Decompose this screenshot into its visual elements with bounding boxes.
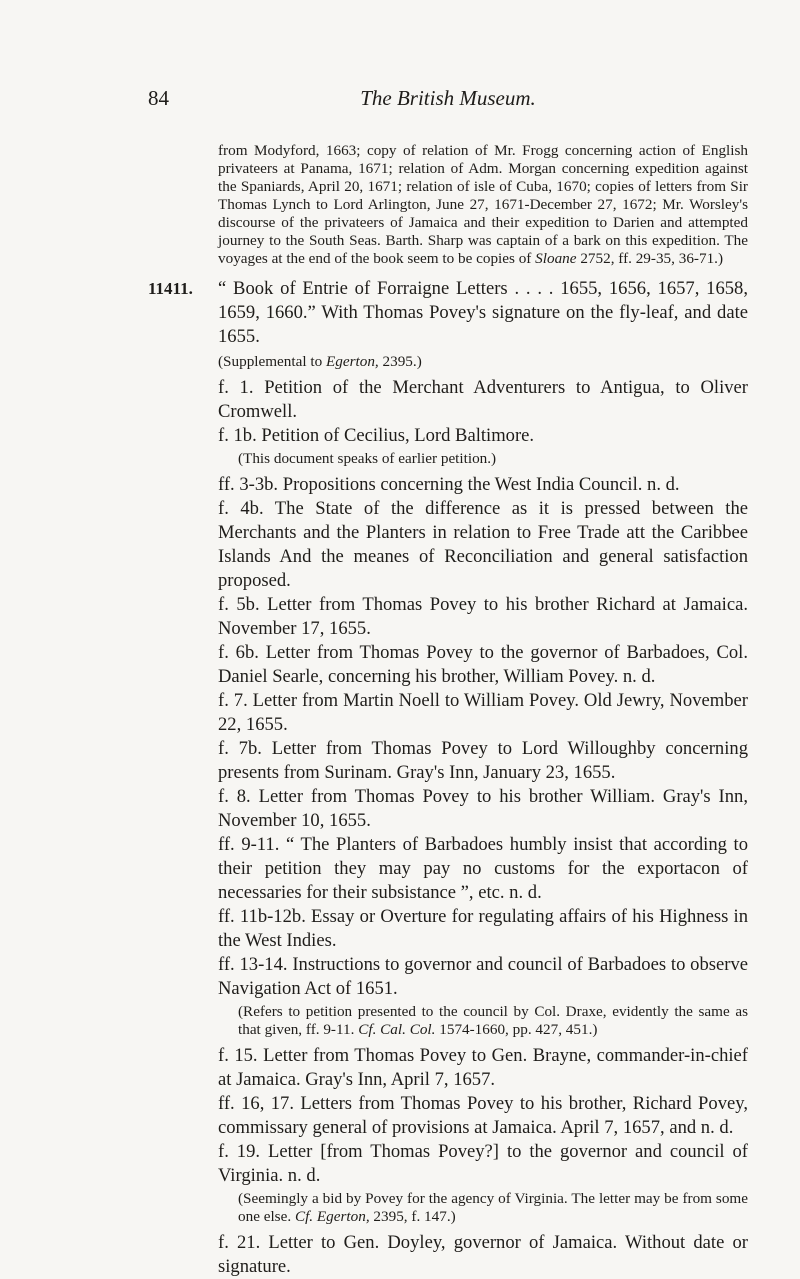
running-title: The British Museum. bbox=[360, 86, 536, 110]
folio-item: f. 1. Petition of the Merchant Adventurers to Antigua, to Oliver Cromwell. bbox=[218, 377, 748, 422]
entry-note: (Supplemental to Egerton, 2395.) bbox=[218, 353, 422, 370]
entry-body bbox=[218, 277, 748, 1279]
folio-item-note: (This document speaks of earlier petition.) bbox=[238, 450, 497, 467]
folio-item: f. 7b. Letter from Thomas Povey to Lord Willoughby concerning presents from Surinam. Gray's Inn, January 23, 1655. bbox=[218, 738, 748, 783]
page-content bbox=[148, 142, 748, 1279]
folio-item: f. 6b. Letter from Thomas Povey to the governor of Barbadoes, Col. Daniel Searle, concerning his brother, William Povey. n. d. bbox=[218, 642, 748, 687]
folio-item: ff. 13-14. Instructions to governor and council of Barbadoes to observe Navigation Act of 1651. bbox=[218, 954, 748, 999]
catalogue-entry bbox=[148, 277, 748, 1279]
folio-item: ff. 3-3b. Propositions concerning the West India Council. n. d. bbox=[218, 474, 680, 495]
continued-text: from Modyford, 1663; copy of relation of Mr. Frogg concerning action of English privateers at Panama, 1671; relation of Adm. Morgan concerning expedition against the Spaniards, April 20, 1671; relation of isle of Cuba, 1670; copies of letters from Sir Thomas Lynch to Lord Arlington, June 27, 1671-December 27, 1672; Mr. Worsley's discourse of the privateers of Jamaica and their expedition to Darien and attempted journey to the South Seas. Barth. Sharp was captain of a bark on this expedition. The voyages at the end of the book seem to be copies of Sloane 2752, ff. 29-35, 36-71.) bbox=[218, 142, 748, 267]
folio-item: f. 19. Letter [from Thomas Povey?] to the governor and council of Virginia. n. d. bbox=[218, 1141, 748, 1186]
entry-title: “ Book of Entrie of Forraigne Letters . . . . 1655, 1656, 1657, 1658, 1659, 1660.” With Thomas Povey's signature on the fly-leaf, and date 1655. bbox=[218, 278, 748, 347]
folio-item: ff. 16, 17. Letters from Thomas Povey to his brother, Richard Povey, commissary general of provisions at Jamaica. April 7, 1657, and n. d. bbox=[218, 1093, 748, 1138]
folio-item: f. 1b. Petition of Cecilius, Lord Baltimore. bbox=[218, 425, 535, 446]
folio-item: f. 4b. The State of the difference as it is pressed between the Merchants and the Planters in relation to Free Trade att the Caribbee Islands And the meanes of Reconciliation and general satisfaction proposed. bbox=[218, 498, 748, 591]
folio-item-note: (Refers to petition presented to the council by Col. Draxe, evidently the same as that given, ff. 9-11. Cf. Cal. Col. 1574-1660, pp. 427, 451.) bbox=[238, 1003, 748, 1038]
entry-number: 11411. bbox=[148, 279, 193, 298]
folio-item: f. 7. Letter from Martin Noell to William Povey. Old Jewry, November 22, 1655. bbox=[218, 690, 748, 735]
folio-item: f. 5b. Letter from Thomas Povey to his brother Richard at Jamaica. November 17, 1655. bbox=[218, 594, 748, 639]
page-header bbox=[148, 86, 748, 116]
folio-list bbox=[218, 376, 748, 1279]
folio-item-note: (Seemingly a bid by Povey for the agency of Virginia. The letter may be from some one else. Cf. Egerton, 2395, f. 147.) bbox=[238, 1190, 748, 1225]
folio-item: ff. 9-11. “ The Planters of Barbadoes humbly insist that according to their petition they may pay no customs for the exportacon of necessaries for their subsistance ”, etc. n. d. bbox=[218, 834, 748, 903]
folio-item: f. 21. Letter to Gen. Doyley, governor of Jamaica. Without date or signature. bbox=[218, 1232, 748, 1277]
folio-item: f. 8. Letter from Thomas Povey to his brother William. Gray's Inn, November 10, 1655. bbox=[218, 786, 748, 831]
folio-item: f. 15. Letter from Thomas Povey to Gen. Brayne, commander-in-chief at Jamaica. Gray's Inn, April 7, 1657. bbox=[218, 1045, 748, 1090]
page-number: 84 bbox=[148, 86, 169, 110]
folio-item: ff. 11b-12b. Essay or Overture for regulating affairs of his Highness in the West Indies. bbox=[218, 906, 748, 951]
